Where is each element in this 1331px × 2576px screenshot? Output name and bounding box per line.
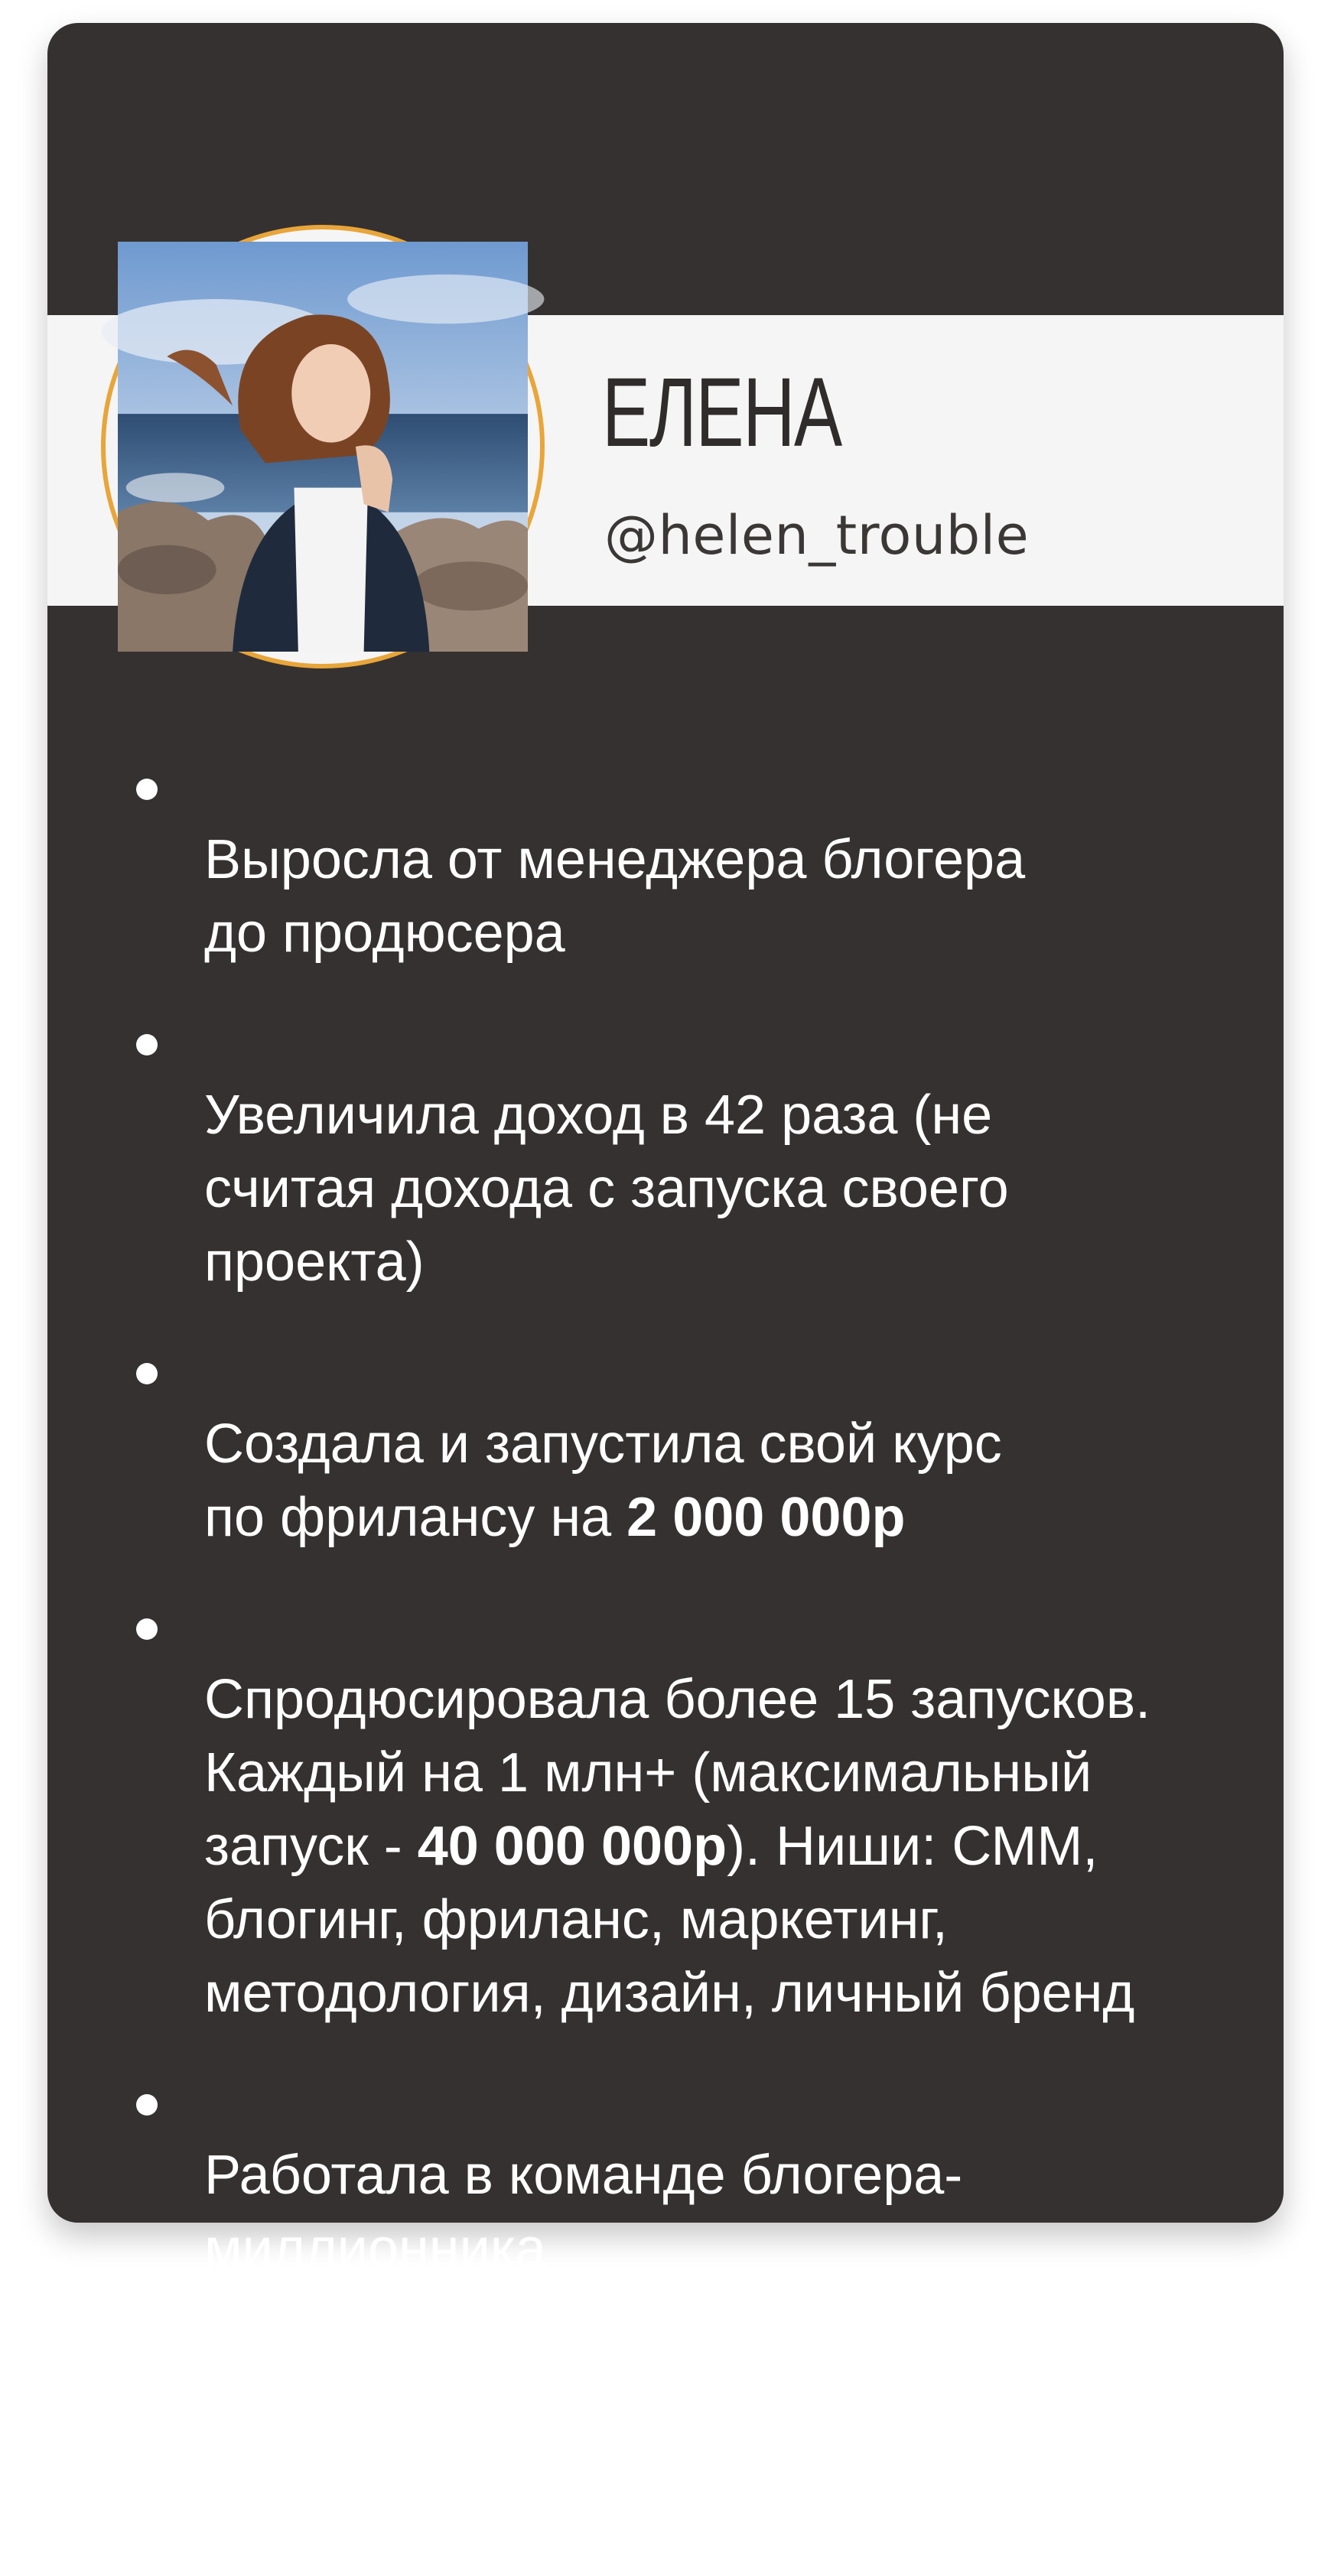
- item-text: Работала в команде блогера- миллионника: [204, 2145, 963, 2279]
- bullet-icon: [136, 2350, 158, 2371]
- profile-handle: @helen_trouble: [604, 504, 1030, 567]
- item-text: Выросла от менеджера блогера до продюсера: [204, 829, 1026, 964]
- list-item: [47, 1589, 1284, 2030]
- list-item: [47, 1005, 1284, 1299]
- bullet-icon: [136, 2094, 158, 2116]
- avatar-photo: [118, 242, 528, 652]
- item-text: Спродюсировала более 15 запусков. Каждый на 1 млн+ (максимальный запуск -: [204, 1669, 1151, 1877]
- avatar: [101, 225, 545, 668]
- item-highlight: 40 000 000р: [417, 1816, 727, 1877]
- list-item: [47, 750, 1284, 970]
- list-item: [47, 2065, 1284, 2285]
- bullet-icon: [136, 1034, 158, 1055]
- item-text: Все результаты сделаны без блога в инстаграм: [204, 2400, 1096, 2535]
- list-item: [47, 2321, 1284, 2541]
- item-text: Увеличила доход в 42 раза (не считая дохода с запуска своего проекта): [204, 1085, 1009, 1293]
- bullet-icon: [136, 779, 158, 800]
- profile-card: [47, 23, 1284, 2535]
- item-text-after: ). Ниши: СММ, блогинг, фриланс, маркетинг, методология, дизайн, личный бренд: [204, 1816, 1135, 2024]
- list-item: [47, 1334, 1284, 1554]
- achievements-list: [47, 750, 1284, 2576]
- bullet-icon: [136, 1363, 158, 1384]
- item-text: Создала и запустила свой курс по фрилансу на: [204, 1413, 1002, 1548]
- bullet-icon: [136, 1618, 158, 1640]
- item-highlight: 2 000 000р: [626, 1487, 906, 1548]
- profile-name: ЕЛЕНА: [602, 358, 841, 467]
